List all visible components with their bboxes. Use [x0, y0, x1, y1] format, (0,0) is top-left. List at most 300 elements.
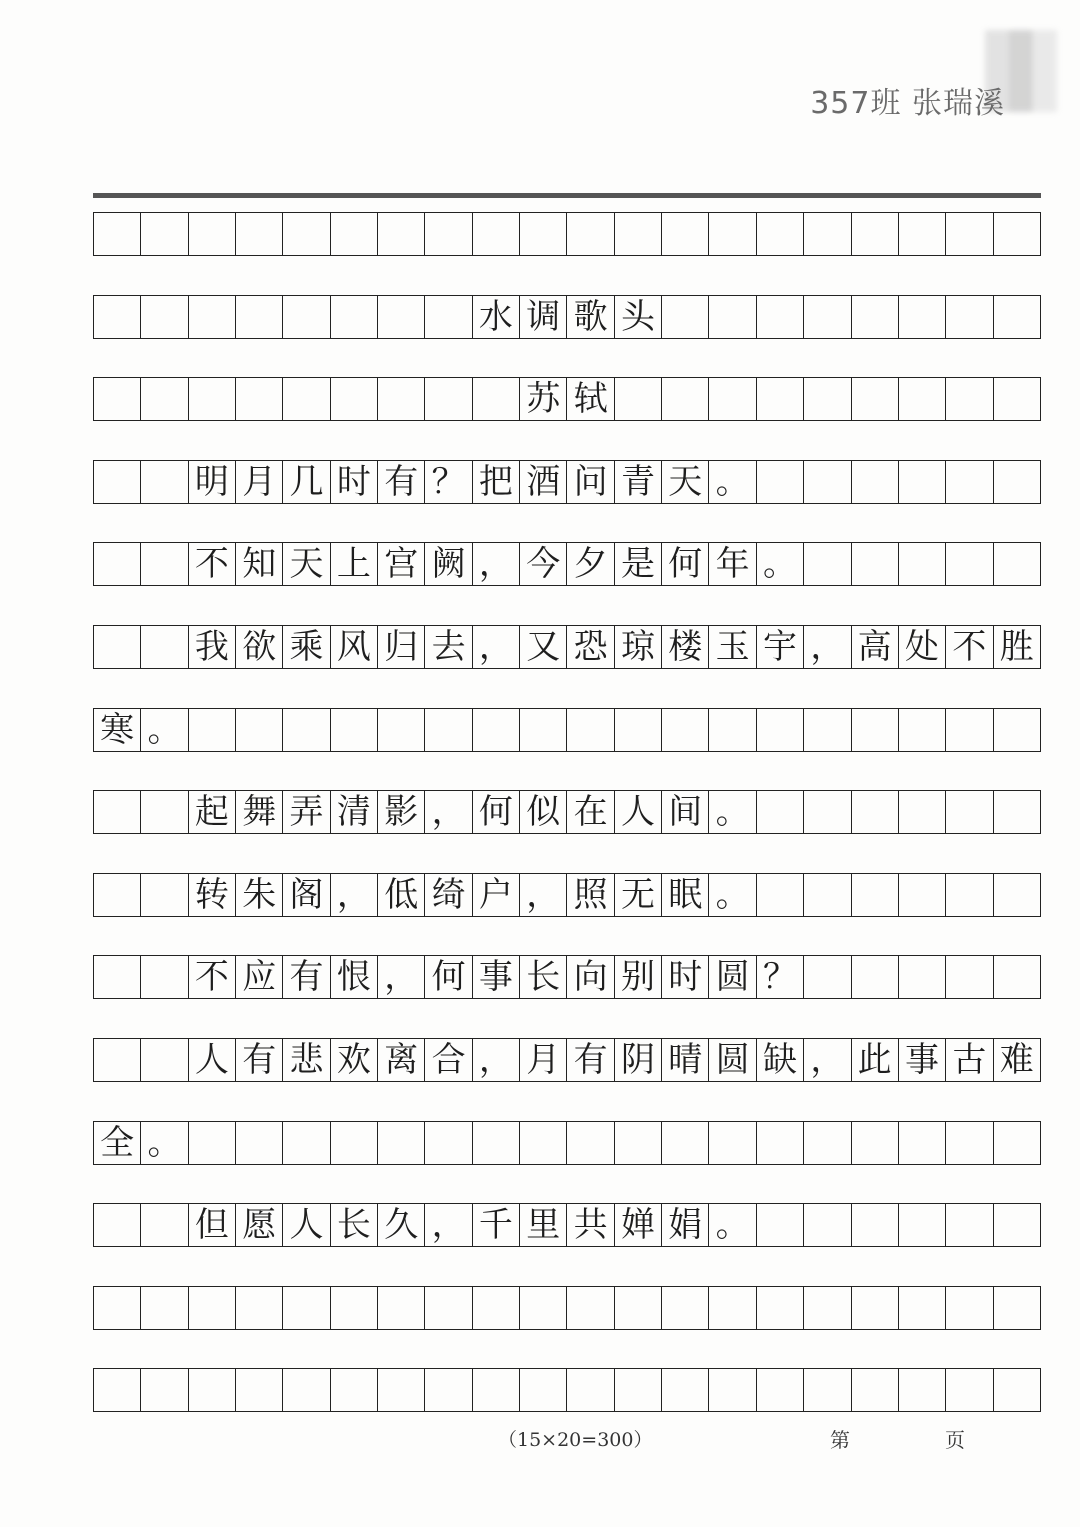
grid-cell — [283, 296, 330, 338]
grid-cell: 归 — [378, 626, 425, 668]
grid-cell — [757, 1122, 804, 1164]
grid-cell — [852, 874, 899, 916]
grid-cell: 不 — [189, 956, 236, 998]
grid-cell — [141, 956, 188, 998]
grid-cell — [757, 213, 804, 255]
grid-cell: 高 — [852, 626, 899, 668]
grid-cell — [946, 709, 993, 751]
grid-cell — [804, 956, 851, 998]
grid-cell — [946, 791, 993, 833]
grid-cell — [94, 791, 141, 833]
grid-cell: ， — [473, 626, 520, 668]
grid-cell — [852, 213, 899, 255]
grid-cell — [946, 874, 993, 916]
grid-cell — [946, 1122, 993, 1164]
grid-cell: 无 — [615, 874, 662, 916]
grid-cell: ， — [331, 874, 378, 916]
grid-cell: 户 — [473, 874, 520, 916]
grid-cell — [378, 1369, 425, 1411]
grid-row — [93, 212, 1041, 256]
grid-cell — [189, 1287, 236, 1329]
grid-cell — [94, 213, 141, 255]
grid-cell — [709, 213, 756, 255]
grid-row — [93, 460, 1041, 504]
grid-cell: 。 — [141, 1122, 188, 1164]
grid-cell — [709, 378, 756, 420]
grid-cell — [520, 1369, 567, 1411]
grid-cell: 应 — [236, 956, 283, 998]
grid-cell — [567, 213, 614, 255]
grid-cell: 在 — [567, 791, 614, 833]
grid-row — [93, 790, 1041, 834]
grid-cell: ， — [425, 791, 472, 833]
grid-cell: ， — [520, 874, 567, 916]
grid-cell: 全 — [94, 1122, 141, 1164]
grid-cell — [141, 626, 188, 668]
grid-cell: 何 — [425, 956, 472, 998]
grid-cell — [94, 1039, 141, 1081]
grid-cell: 眠 — [662, 874, 709, 916]
grid-cell — [709, 1122, 756, 1164]
grid-cell — [378, 709, 425, 751]
grid-cell: 青 — [615, 461, 662, 503]
grid-cell — [236, 378, 283, 420]
grid-row — [93, 1368, 1041, 1412]
grid-cell — [804, 1287, 851, 1329]
grid-cell: 轼 — [567, 378, 614, 420]
grid-cell — [615, 378, 662, 420]
grid-cell: 问 — [567, 461, 614, 503]
grid-cell: 夕 — [567, 543, 614, 585]
grid-cell — [899, 1369, 946, 1411]
grid-cell — [994, 378, 1041, 420]
grid-cell: 长 — [331, 1204, 378, 1246]
grid-cell — [615, 709, 662, 751]
grid-cell: 晴 — [662, 1039, 709, 1081]
grid-cell — [804, 791, 851, 833]
grid-cell — [94, 461, 141, 503]
grid-cell — [994, 213, 1041, 255]
grid-cell — [662, 213, 709, 255]
grid-count-label: （15×20=300） — [498, 1429, 653, 1451]
grid-cell: 向 — [567, 956, 614, 998]
grid-cell: 酒 — [520, 461, 567, 503]
grid-cell — [662, 1287, 709, 1329]
grid-cell — [189, 709, 236, 751]
grid-cell — [994, 1369, 1041, 1411]
grid-cell — [804, 1122, 851, 1164]
grid-cell — [283, 1369, 330, 1411]
grid-cell — [141, 213, 188, 255]
grid-cell: 低 — [378, 874, 425, 916]
grid-cell — [946, 1204, 993, 1246]
grid-cell — [331, 709, 378, 751]
grid-cell — [141, 874, 188, 916]
grid-cell — [709, 709, 756, 751]
student-class-name: 357班 张瑞溪 — [810, 86, 1005, 121]
grid-cell: 几 — [283, 461, 330, 503]
grid-cell — [283, 1287, 330, 1329]
grid-cell — [94, 956, 141, 998]
grid-cell — [804, 1369, 851, 1411]
grid-cell — [236, 1369, 283, 1411]
grid-cell: 天 — [283, 543, 330, 585]
grid-cell: 人 — [189, 1039, 236, 1081]
grid-cell — [899, 213, 946, 255]
grid-cell — [946, 213, 993, 255]
grid-cell — [852, 543, 899, 585]
grid-cell: 愿 — [236, 1204, 283, 1246]
grid-cell — [425, 1287, 472, 1329]
grid-cell — [283, 709, 330, 751]
grid-row — [93, 955, 1041, 999]
grid-row — [93, 1203, 1041, 1247]
grid-cell — [189, 1122, 236, 1164]
grid-cell — [236, 1287, 283, 1329]
grid-cell — [141, 1039, 188, 1081]
grid-cell: 月 — [520, 1039, 567, 1081]
grid-cell: 月 — [236, 461, 283, 503]
grid-cell — [425, 1369, 472, 1411]
grid-cell: 。 — [709, 1204, 756, 1246]
grid-cell: 共 — [567, 1204, 614, 1246]
grid-cell: 阴 — [615, 1039, 662, 1081]
grid-cell — [662, 1369, 709, 1411]
grid-cell — [946, 543, 993, 585]
grid-cell — [615, 1122, 662, 1164]
grid-cell: 。 — [709, 461, 756, 503]
grid-cell — [757, 378, 804, 420]
grid-cell — [852, 956, 899, 998]
grid-cell — [567, 709, 614, 751]
grid-cell — [946, 296, 993, 338]
grid-cell — [804, 543, 851, 585]
grid-cell — [331, 378, 378, 420]
grid-row — [93, 1121, 1041, 1165]
grid-cell: 。 — [709, 874, 756, 916]
grid-cell: 楼 — [662, 626, 709, 668]
grid-cell: 去 — [425, 626, 472, 668]
grid-cell — [899, 296, 946, 338]
grid-cell — [994, 874, 1041, 916]
grid-cell: ？ — [425, 461, 472, 503]
grid-cell — [94, 1204, 141, 1246]
grid-cell: 缺 — [757, 1039, 804, 1081]
grid-cell — [899, 461, 946, 503]
grid-cell: 久 — [378, 1204, 425, 1246]
grid-cell — [189, 378, 236, 420]
grid-cell: 人 — [283, 1204, 330, 1246]
grid-cell — [662, 1122, 709, 1164]
grid-cell: 婵 — [615, 1204, 662, 1246]
grid-cell — [567, 1287, 614, 1329]
grid-cell: 又 — [520, 626, 567, 668]
grid-cell — [899, 791, 946, 833]
grid-cell: 悲 — [283, 1039, 330, 1081]
grid-cell — [236, 1122, 283, 1164]
grid-cell — [994, 791, 1041, 833]
grid-cell — [141, 1204, 188, 1246]
grid-cell — [520, 1287, 567, 1329]
grid-cell — [615, 1369, 662, 1411]
grid-cell — [615, 213, 662, 255]
grid-cell: 但 — [189, 1204, 236, 1246]
grid-cell — [283, 378, 330, 420]
grid-cell — [852, 1204, 899, 1246]
grid-cell: ， — [804, 1039, 851, 1081]
grid-cell: 宫 — [378, 543, 425, 585]
grid-row — [93, 542, 1041, 586]
grid-cell — [804, 1204, 851, 1246]
grid-cell: 时 — [662, 956, 709, 998]
grid-cell: 圆 — [709, 1039, 756, 1081]
grid-cell — [852, 1122, 899, 1164]
grid-cell: ？ — [757, 956, 804, 998]
grid-cell — [757, 1204, 804, 1246]
grid-cell — [994, 1287, 1041, 1329]
grid-cell — [94, 1287, 141, 1329]
grid-cell — [994, 1204, 1041, 1246]
grid-cell: 清 — [331, 791, 378, 833]
grid-cell — [94, 626, 141, 668]
grid-cell — [331, 296, 378, 338]
grid-cell — [141, 1287, 188, 1329]
grid-cell — [141, 378, 188, 420]
top-rule — [93, 193, 1041, 198]
grid-cell: 离 — [378, 1039, 425, 1081]
grid-cell: 何 — [473, 791, 520, 833]
grid-cell — [141, 791, 188, 833]
grid-cell — [757, 1369, 804, 1411]
grid-row — [93, 295, 1041, 339]
grid-cell — [662, 378, 709, 420]
grid-cell: 。 — [757, 543, 804, 585]
grid-cell — [852, 378, 899, 420]
grid-cell — [141, 1369, 188, 1411]
grid-cell: 间 — [662, 791, 709, 833]
grid-cell — [473, 1369, 520, 1411]
grid-cell — [757, 791, 804, 833]
grid-cell — [94, 296, 141, 338]
grid-cell — [852, 791, 899, 833]
grid-cell — [520, 213, 567, 255]
grid-cell — [804, 296, 851, 338]
grid-cell: 有 — [283, 956, 330, 998]
grid-cell — [283, 1122, 330, 1164]
grid-cell — [331, 1287, 378, 1329]
grid-cell: 知 — [236, 543, 283, 585]
grid-cell — [425, 296, 472, 338]
grid-cell — [899, 1122, 946, 1164]
grid-cell: 有 — [378, 461, 425, 503]
grid-cell — [757, 1287, 804, 1329]
grid-cell — [804, 874, 851, 916]
grid-cell: 。 — [709, 791, 756, 833]
grid-cell: 处 — [899, 626, 946, 668]
grid-cell — [804, 213, 851, 255]
grid-cell: 长 — [520, 956, 567, 998]
grid-cell: 有 — [567, 1039, 614, 1081]
grid-cell — [331, 213, 378, 255]
grid-cell: 年 — [709, 543, 756, 585]
grid-cell: 舞 — [236, 791, 283, 833]
grid-cell — [804, 709, 851, 751]
grid-cell — [662, 296, 709, 338]
grid-cell — [662, 709, 709, 751]
grid-cell — [378, 1122, 425, 1164]
grid-cell: 影 — [378, 791, 425, 833]
grid-cell — [757, 296, 804, 338]
grid-cell — [473, 378, 520, 420]
grid-cell — [899, 1287, 946, 1329]
grid-cell: 水 — [473, 296, 520, 338]
grid-cell: 今 — [520, 543, 567, 585]
grid-cell — [994, 709, 1041, 751]
grid-cell: 起 — [189, 791, 236, 833]
grid-cell: 琼 — [615, 626, 662, 668]
grid-cell — [94, 1369, 141, 1411]
grid-cell: 何 — [662, 543, 709, 585]
grid-row — [93, 1286, 1041, 1330]
grid-cell — [899, 709, 946, 751]
grid-cell: 歌 — [567, 296, 614, 338]
grid-cell — [946, 956, 993, 998]
grid-cell — [852, 1369, 899, 1411]
grid-cell: 寒 — [94, 709, 141, 751]
grid-cell — [709, 1369, 756, 1411]
grid-row — [93, 873, 1041, 917]
grid-cell: ， — [425, 1204, 472, 1246]
grid-cell — [804, 461, 851, 503]
grid-cell — [852, 461, 899, 503]
grid-cell — [331, 1369, 378, 1411]
grid-cell — [425, 709, 472, 751]
grid-cell — [331, 1122, 378, 1164]
grid-cell — [994, 543, 1041, 585]
grid-cell — [94, 874, 141, 916]
grid-cell — [567, 1369, 614, 1411]
grid-cell — [804, 378, 851, 420]
grid-cell — [425, 213, 472, 255]
grid-cell — [946, 461, 993, 503]
grid-cell — [283, 213, 330, 255]
grid-cell: 有 — [236, 1039, 283, 1081]
grid-cell — [899, 1204, 946, 1246]
grid-cell: 不 — [946, 626, 993, 668]
grid-cell: 欢 — [331, 1039, 378, 1081]
grid-cell: 苏 — [520, 378, 567, 420]
grid-cell: 里 — [520, 1204, 567, 1246]
grid-cell: 阙 — [425, 543, 472, 585]
grid-cell — [946, 1369, 993, 1411]
grid-cell: 把 — [473, 461, 520, 503]
grid-cell: 恐 — [567, 626, 614, 668]
grid-cell — [425, 1122, 472, 1164]
grid-row — [93, 377, 1041, 421]
grid-cell: 明 — [189, 461, 236, 503]
grid-cell: 风 — [331, 626, 378, 668]
grid-cell: 别 — [615, 956, 662, 998]
grid-cell — [141, 543, 188, 585]
grid-cell — [994, 956, 1041, 998]
grid-cell — [189, 296, 236, 338]
grid-cell — [378, 1287, 425, 1329]
grid-row — [93, 708, 1041, 752]
grid-cell: 上 — [331, 543, 378, 585]
grid-cell: ， — [378, 956, 425, 998]
grid-cell: 欲 — [236, 626, 283, 668]
grid-cell: 。 — [141, 709, 188, 751]
grid-cell: 玉 — [709, 626, 756, 668]
grid-cell: 事 — [473, 956, 520, 998]
grid-cell: 古 — [946, 1039, 993, 1081]
grid-cell: 恨 — [331, 956, 378, 998]
grid-cell: 难 — [994, 1039, 1041, 1081]
grid-cell — [709, 296, 756, 338]
grid-cell — [473, 1122, 520, 1164]
grid-cell — [567, 1122, 614, 1164]
grid-cell: 朱 — [236, 874, 283, 916]
grid-cell — [94, 543, 141, 585]
grid-cell: 头 — [615, 296, 662, 338]
grid-cell — [757, 461, 804, 503]
grid-cell — [473, 709, 520, 751]
grid-cell: 我 — [189, 626, 236, 668]
grid-cell — [473, 1287, 520, 1329]
grid-row — [93, 625, 1041, 669]
grid-cell — [189, 213, 236, 255]
grid-cell — [425, 378, 472, 420]
grid-cell: 人 — [615, 791, 662, 833]
grid-cell: 乘 — [283, 626, 330, 668]
grid-cell — [852, 1287, 899, 1329]
grid-cell — [378, 378, 425, 420]
grid-cell: 千 — [473, 1204, 520, 1246]
grid-cell — [757, 874, 804, 916]
grid-cell — [520, 1122, 567, 1164]
grid-cell: 圆 — [709, 956, 756, 998]
grid-cell — [378, 213, 425, 255]
grid-cell — [141, 296, 188, 338]
grid-cell: ， — [804, 626, 851, 668]
grid-cell — [852, 709, 899, 751]
grid-cell: 时 — [331, 461, 378, 503]
grid-cell — [236, 296, 283, 338]
grid-cell: 胜 — [994, 626, 1041, 668]
grid-cell — [757, 709, 804, 751]
grid-cell: 是 — [615, 543, 662, 585]
page-label-ye: 页 — [945, 1428, 965, 1452]
grid-cell — [899, 956, 946, 998]
grid-cell: 阁 — [283, 874, 330, 916]
grid-cell — [378, 296, 425, 338]
grid-cell — [473, 213, 520, 255]
grid-cell — [520, 709, 567, 751]
grid-cell — [615, 1287, 662, 1329]
page-label-di: 第 — [830, 1428, 850, 1452]
grid-cell — [709, 1287, 756, 1329]
grid-cell: 此 — [852, 1039, 899, 1081]
grid-cell — [899, 874, 946, 916]
grid-cell: 调 — [520, 296, 567, 338]
grid-cell: 照 — [567, 874, 614, 916]
grid-row — [93, 1038, 1041, 1082]
grid-cell: 娟 — [662, 1204, 709, 1246]
grid-cell: 不 — [189, 543, 236, 585]
grid-cell: ， — [473, 543, 520, 585]
grid-cell — [994, 1122, 1041, 1164]
grid-cell — [994, 296, 1041, 338]
